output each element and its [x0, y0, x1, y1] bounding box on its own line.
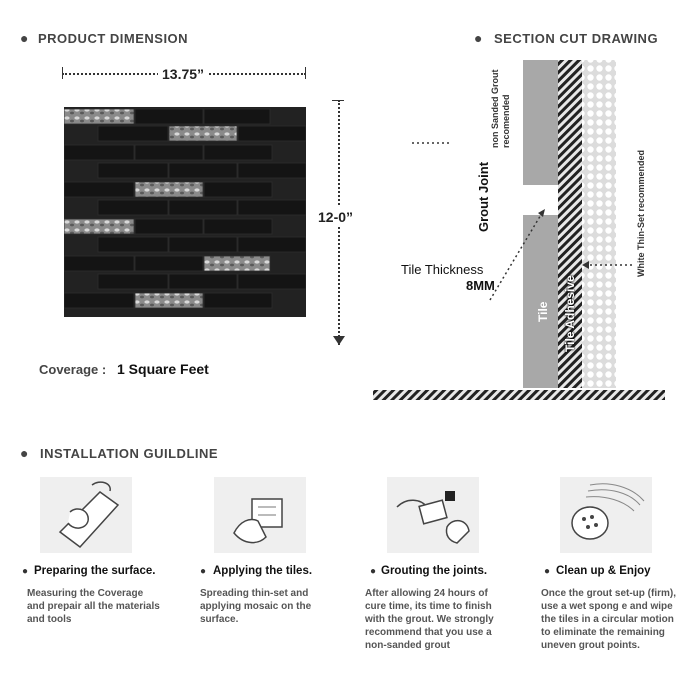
sponge-icon — [560, 477, 652, 553]
step-3-title: Grouting the joints. — [381, 565, 488, 577]
section-cut-diagram — [370, 55, 670, 405]
coverage-value: 1 Square Feet — [117, 361, 209, 377]
trowel-icon — [214, 477, 306, 553]
coverage-label: Coverage : — [39, 362, 107, 377]
grout-joint-label: Grout Joint — [476, 161, 491, 232]
step-bullet: ● — [22, 566, 29, 577]
step-bullet: ● — [544, 566, 551, 577]
step-3-desc: After allowing 24 hours of cure time, its time to finish with the grout. We strongly recommend that you use a non-sanded grout — [365, 588, 494, 651]
step-bullet: ● — [200, 566, 207, 577]
height-tick-top — [332, 100, 344, 101]
section-bullet: ● — [20, 445, 29, 461]
height-value: 12-0” — [318, 209, 354, 225]
mosaic-tile-sheet — [64, 107, 306, 317]
step-3-illustration — [387, 477, 479, 553]
section-bullet: ● — [20, 30, 29, 46]
step-1-illustration — [40, 477, 132, 553]
step-2-title: Applying the tiles. — [213, 565, 313, 577]
thinset-note: White Thin-Set recommended — [636, 149, 646, 277]
tile-adhesive-label: Tile Adhesive — [563, 275, 577, 352]
grout-float-icon — [387, 477, 479, 553]
tile-thickness-label: Tile Thickness — [401, 262, 484, 277]
width-tick-right — [305, 67, 306, 79]
height-arrow-bottom — [333, 336, 345, 345]
width-value: 13.75” — [158, 66, 208, 82]
section-bullet: ● — [474, 30, 483, 46]
measuring-tape-icon — [40, 477, 132, 553]
step-4-title: Clean up & Enjoy — [556, 565, 651, 577]
step-1-desc: Measuring the Coverage and prepair all the materials and tools — [27, 588, 160, 625]
grout-note: non Sanded Grout recomended — [490, 69, 511, 148]
product-dimension-title: PRODUCT DIMENSION — [38, 31, 189, 46]
step-2-illustration — [214, 477, 306, 553]
step-4-desc: Once the grout set-up (firm), use a wet spong e and wipe the tiles in a circular motion to eliminate the remaining uneven grout points. — [541, 588, 676, 651]
step-1-title: Preparing the surface. — [34, 565, 156, 577]
tile-thickness-value: 8MM — [466, 278, 495, 293]
tile-label: Tile — [536, 301, 550, 322]
step-4-illustration — [560, 477, 652, 553]
step-bullet: ● — [370, 566, 377, 577]
step-2-desc: Spreading thin-set and applying mosaic on the surface. — [200, 588, 312, 625]
section-cut-title: SECTION CUT DRAWING — [494, 31, 659, 46]
width-tick-left — [62, 67, 63, 79]
installation-title: INSTALLATION GUILDLINE — [40, 446, 219, 461]
